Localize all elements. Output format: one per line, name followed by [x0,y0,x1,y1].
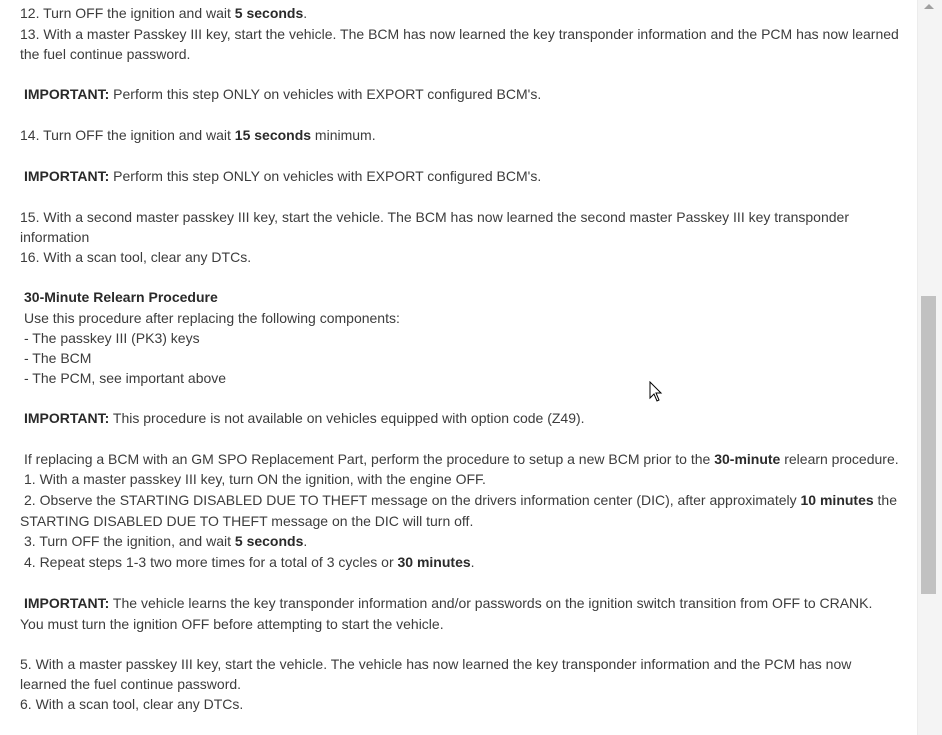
important-note-2: IMPORTANT: Perform this step ONLY on vehicles with EXPORT configured BCM's. [24,168,542,184]
important-note-3: IMPORTANT: This procedure is not available on vehicles equipped with option code (Z49). [24,410,585,426]
step-13-line2: the fuel continue password. [20,46,191,62]
important-note-4-line2: You must turn the ignition OFF before attempting to start the vehicle. [20,616,444,632]
step-15-line1: 15. With a second master passkey III key, start the vehicle. The BCM has now learned the second master Passkey III key transponder [20,209,849,225]
relearn-step-5-line2: learned the fuel continue password. [20,676,242,692]
mouse-pointer-icon [649,381,663,403]
step-16: 16. With a scan tool, clear any DTCs. [20,249,252,265]
relearn-step-1: 1. With a master passkey III key, turn ON the ignition, with the engine OFF. [24,471,486,487]
step-13-line1: 13. With a master Passkey III key, start the vehicle. The BCM has now learned the key transponder information and the PCM has now learned [20,26,899,42]
relearn-step-3: 3. Turn OFF the ignition, and wait 5 seconds. [24,533,308,549]
relearn-step-2-line1: 2. Observe the STARTING DISABLED DUE TO THEFT message on the drivers information center (DIC), after approximately 10 minutes the [24,492,898,508]
component-item: - The PCM, see important above [24,370,227,386]
scroll-up-arrow-icon[interactable] [924,4,934,9]
important-note-4: IMPORTANT: The vehicle learns the key transponder information and/or passwords on the ignition switch transition from OFF to CRANK. [24,595,873,611]
relearn-step-2-line2: STARTING DISABLED DUE TO THEFT message on the DIC will turn off. [20,513,474,529]
relearn-step-4: 4. Repeat steps 1-3 two more times for a total of 3 cycles or 30 minutes. [24,554,475,570]
vertical-scrollbar[interactable] [917,0,942,735]
component-item: - The BCM [24,350,92,366]
relearn-intro: Use this procedure after replacing the following components: [24,310,400,326]
document-content [20,0,910,735]
important-note-1: IMPORTANT: Perform this step ONLY on vehicles with EXPORT configured BCM's. [24,86,542,102]
step-12: 12. Turn OFF the ignition and wait 5 seconds. [20,5,308,21]
relearn-step-5-line1: 5. With a master passkey III key, start the vehicle. The vehicle has now learned the key transponder information and the PCM has now [20,656,852,672]
spo-note: If replacing a BCM with an GM SPO Replacement Part, perform the procedure to setup a new BCM prior to the 30-minute relearn procedure. [24,451,899,467]
step-14: 14. Turn OFF the ignition and wait 15 seconds minimum. [20,127,376,143]
scrollbar-thumb[interactable] [921,296,936,594]
relearn-step-6: 6. With a scan tool, clear any DTCs. [20,696,244,712]
step-15-line2: information [20,229,90,245]
relearn-heading: 30-Minute Relearn Procedure [24,289,218,305]
component-item: - The passkey III (PK3) keys [24,330,200,346]
